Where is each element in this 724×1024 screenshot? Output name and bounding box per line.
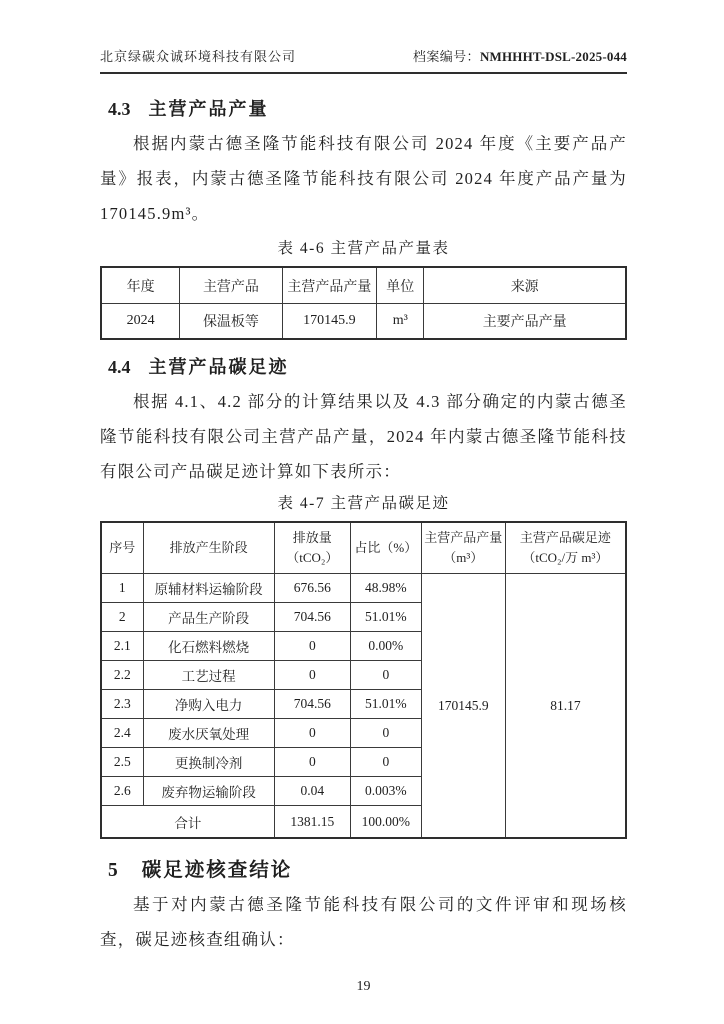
cell-emission: 0 — [274, 632, 350, 661]
cell-no: 2.3 — [101, 690, 143, 719]
cell-share: 0 — [350, 661, 421, 690]
cell-share: 0.00% — [350, 632, 421, 661]
cell-stage: 净购入电力 — [143, 690, 274, 719]
section-number: 4.3 — [108, 99, 131, 119]
cell-stage: 化石燃料燃烧 — [143, 632, 274, 661]
page-header — [100, 46, 627, 74]
cell-no: 2 — [101, 603, 143, 632]
cell-stage: 废弃物运输阶段 — [143, 777, 274, 806]
cell-emission: 0 — [274, 748, 350, 777]
cell-total-share: 100.00% — [350, 806, 421, 839]
cell-stage: 产品生产阶段 — [143, 603, 274, 632]
cell-source: 主要产品产量 — [424, 304, 626, 340]
section-4-3-paragraph: 根据内蒙古德圣隆节能科技有限公司 2024 年度《主要产品产量》报表，内蒙古德圣隆节能科技有限公司 2024 年度产品产量为 170145.9m³。 — [100, 134, 627, 223]
col-header-product: 主营产品 — [180, 267, 282, 304]
table-row — [101, 304, 626, 340]
section-heading-4-4 — [108, 353, 627, 379]
table-4-6 — [100, 266, 627, 340]
table-4-6-caption: 表 4-6 主营产品产量表 — [277, 240, 450, 257]
table-4-7-header-row — [101, 522, 626, 574]
cell-no: 2.4 — [101, 719, 143, 748]
cell-year: 2024 — [101, 304, 180, 340]
page-number: 19 — [356, 979, 371, 994]
col-header-share: 占比（%） — [350, 522, 421, 574]
cell-production-merged: 170145.9 — [421, 574, 505, 839]
cell-share: 0.003% — [350, 777, 421, 806]
col-header-production: 主营产品产量（m³） — [421, 522, 505, 574]
section-heading-5 — [108, 854, 627, 882]
cell-no: 2.5 — [101, 748, 143, 777]
cell-stage: 原辅材料运输阶段 — [143, 574, 274, 603]
col-header-footprint: 主营产品碳足迹（tCO₂/万 m³） — [505, 522, 626, 574]
cell-output: 170145.9 — [282, 304, 377, 340]
cell-product: 保温板等 — [180, 304, 282, 340]
cell-unit: m³ — [377, 304, 424, 340]
section-number: 5 — [108, 860, 118, 881]
cell-share: 51.01% — [350, 690, 421, 719]
archive-code: NMHHHT-DSL-2025-044 — [479, 49, 627, 64]
cell-emission: 704.56 — [274, 690, 350, 719]
cell-footprint-merged: 81.17 — [505, 574, 626, 839]
section-title: 碳足迹核查结论 — [141, 860, 293, 881]
cell-no: 2.2 — [101, 661, 143, 690]
section-title: 主营产品碳足迹 — [148, 357, 289, 377]
table-4-7 — [100, 521, 627, 839]
section-title: 主营产品产量 — [148, 99, 269, 119]
col-header-stage: 排放产生阶段 — [143, 522, 274, 574]
table-row — [101, 574, 626, 603]
cell-total-label: 合计 — [101, 806, 274, 839]
cell-share: 51.01% — [350, 603, 421, 632]
col-header-year: 年度 — [101, 267, 180, 304]
cell-share: 0 — [350, 719, 421, 748]
cell-stage: 工艺过程 — [143, 661, 274, 690]
cell-share: 48.98% — [350, 574, 421, 603]
cell-emission: 704.56 — [274, 603, 350, 632]
cell-no: 2.1 — [101, 632, 143, 661]
cell-emission: 676.56 — [274, 574, 350, 603]
cell-emission: 0 — [274, 661, 350, 690]
col-header-emission: 排放量（tCO₂） — [274, 522, 350, 574]
cell-emission: 0 — [274, 719, 350, 748]
col-header-output: 主营产品产量 — [282, 267, 377, 304]
cell-share: 0 — [350, 748, 421, 777]
cell-stage: 更换制冷剂 — [143, 748, 274, 777]
table-4-6-header-row — [101, 267, 626, 304]
archive-label: 档案编号： — [412, 49, 480, 64]
cell-no: 1 — [101, 574, 143, 603]
section-heading-4-3 — [108, 95, 627, 121]
header-company-name: 北京绿碳众诚环境科技有限公司 — [100, 49, 297, 64]
cell-no: 2.6 — [101, 777, 143, 806]
col-header-no: 序号 — [101, 522, 143, 574]
section-5-paragraph: 基于对内蒙古德圣隆节能科技有限公司的文件评审和现场核查，碳足迹核查组确认： — [100, 895, 627, 949]
col-header-unit: 单位 — [377, 267, 424, 304]
section-number: 4.4 — [108, 357, 131, 377]
cell-emission: 0.04 — [274, 777, 350, 806]
section-4-4-paragraph: 根据 4.1、4.2 部分的计算结果以及 4.3 部分确定的内蒙古德圣隆节能科技有限公司主营产品产量，2024 年内蒙古德圣隆节能科技有限公司产品碳足迹计算如下表所示： — [100, 392, 627, 481]
cell-total-emission: 1381.15 — [274, 806, 350, 839]
cell-stage: 废水厌氧处理 — [143, 719, 274, 748]
col-header-source: 来源 — [424, 267, 626, 304]
header-archive-number — [413, 46, 627, 65]
table-4-7-caption: 表 4-7 主营产品碳足迹 — [277, 495, 450, 512]
